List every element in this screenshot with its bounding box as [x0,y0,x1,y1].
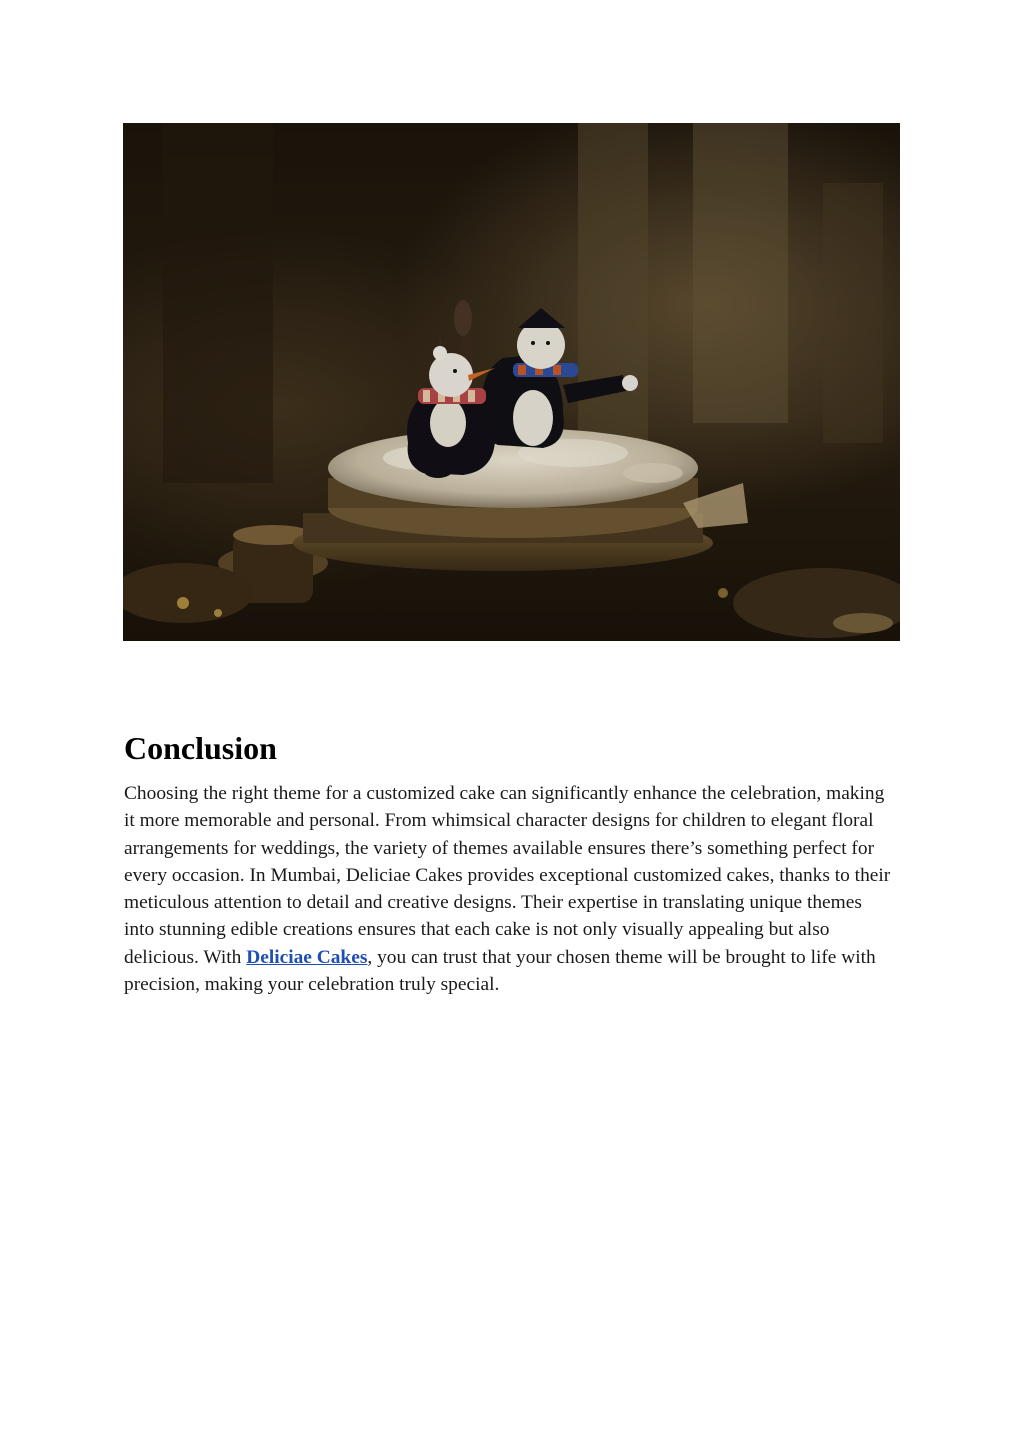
deliciae-cakes-link[interactable]: Deliciae Cakes [246,946,368,968]
paragraph-text-start: Choosing the right theme for a customized cake can significantly enhance the celebration, making it more memorable and personal. From whimsical character designs for children to elegant floral arrangements for weddings, the variety of themes available ensures there’s something perfect for every occasion. In Mumbai, Deliciae Cakes provides exceptional customized cakes, thanks to their meticulous attention to detail and creative designs. Their expertise in translating unique themes into stunning edible creations ensures that each cake is not only visually appealing but also delicious. With [124,783,891,968]
section-heading: Conclusion [124,730,277,766]
conclusion-paragraph [124,780,894,998]
paragraph-text-end: , you can trust that your chosen theme will be brought to life with precision, making your celebration truly special. [124,946,876,996]
cake-photo [123,123,900,641]
